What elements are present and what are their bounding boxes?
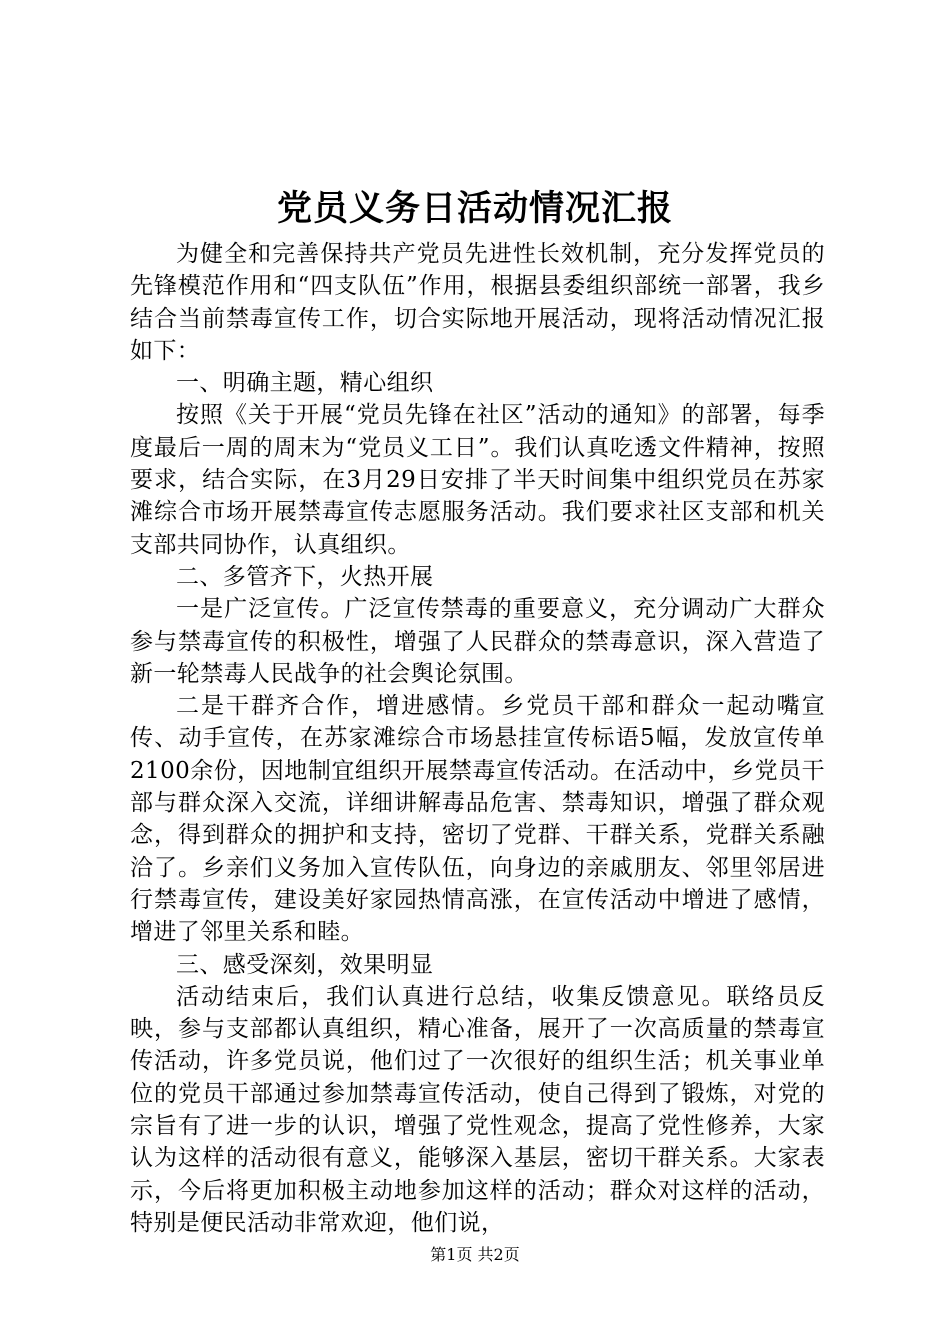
document-title: 党员义务日活动情况汇报 [276,188,673,229]
section-heading-3: 三、感受深刻，效果明显 [176,951,434,978]
page-footer: 第1页 共2页 [430,1245,520,1264]
section-heading-2: 二、多管齐下，火热开展 [176,563,434,590]
section-heading-1: 一、明确主题，精心组织 [176,370,434,397]
paragraph-section-3: 活动结束后，我们认真进行总结，收集反馈意见。联络员反映，参与支部都认真组织，精心准备，展开了一次高质量的禁毒宣传活动，许多党员说，他们过了一次很好的组织生活；机关事业单位的党员干部通过参加禁毒宣传活动，使自己得到了锻炼，对党的宗旨有了进一步的认识，增强了党性观念，提高了党性修养，大家认为这样的活动很有意义，能够深入基层，密切干群关系。大家表示，今后将更加积极主动地参加这样的活动；群众对这样的活动，特别是便民活动非常欢迎，他们说， [130,983,825,1236]
paragraph-section-2a: 一是广泛宣传。广泛宣传禁毒的重要意义，充分调动广大群众参与禁毒宣传的积极性，增强了人民群众的禁毒意识，深入营造了新一轮禁毒人民战争的社会舆论氛围。 [130,596,825,687]
paragraph-intro: 为健全和完善保持共产党员先进性长效机制，充分发挥党员的先锋模范作用和“四支队伍”作用，根据县委组织部统一部署，我乡结合当前禁毒宣传工作，切合实际地开展活动，现将活动情况汇报如下： [130,241,825,364]
paragraph-section-1: 按照《关于开展“党员先锋在社区”活动的通知》的部署，每季度最后一周的周末为“党员义工日”。我们认真吃透文件精神，按照要求，结合实际，在3月29日安排了半天时间集中组织党员在苏家滩综合市场开展禁毒宣传志愿服务活动。我们要求社区支部和机关支部共同协作，认真组织。 [130,402,825,558]
document-body [130,238,825,1239]
paragraph-section-2b: 二是干群齐合作，增进感情。乡党员干部和群众一起动嘴宣传、动手宣传，在苏家滩综合市场悬挂宣传标语5幅，发放宣传单2100余份，因地制宜组织开展禁毒宣传活动。在活动中，乡党员干部与群众深入交流，详细讲解毒品危害、禁毒知识，增强了群众观念，得到群众的拥护和支持，密切了党群、干群关系，党群关系融洽了。乡亲们义务加入宣传队伍，向身边的亲戚朋友、邻里邻居进行禁毒宣传，建设美好家园热情高涨，在宣传活动中增进了感情，增进了邻里关系和睦。 [130,693,825,946]
